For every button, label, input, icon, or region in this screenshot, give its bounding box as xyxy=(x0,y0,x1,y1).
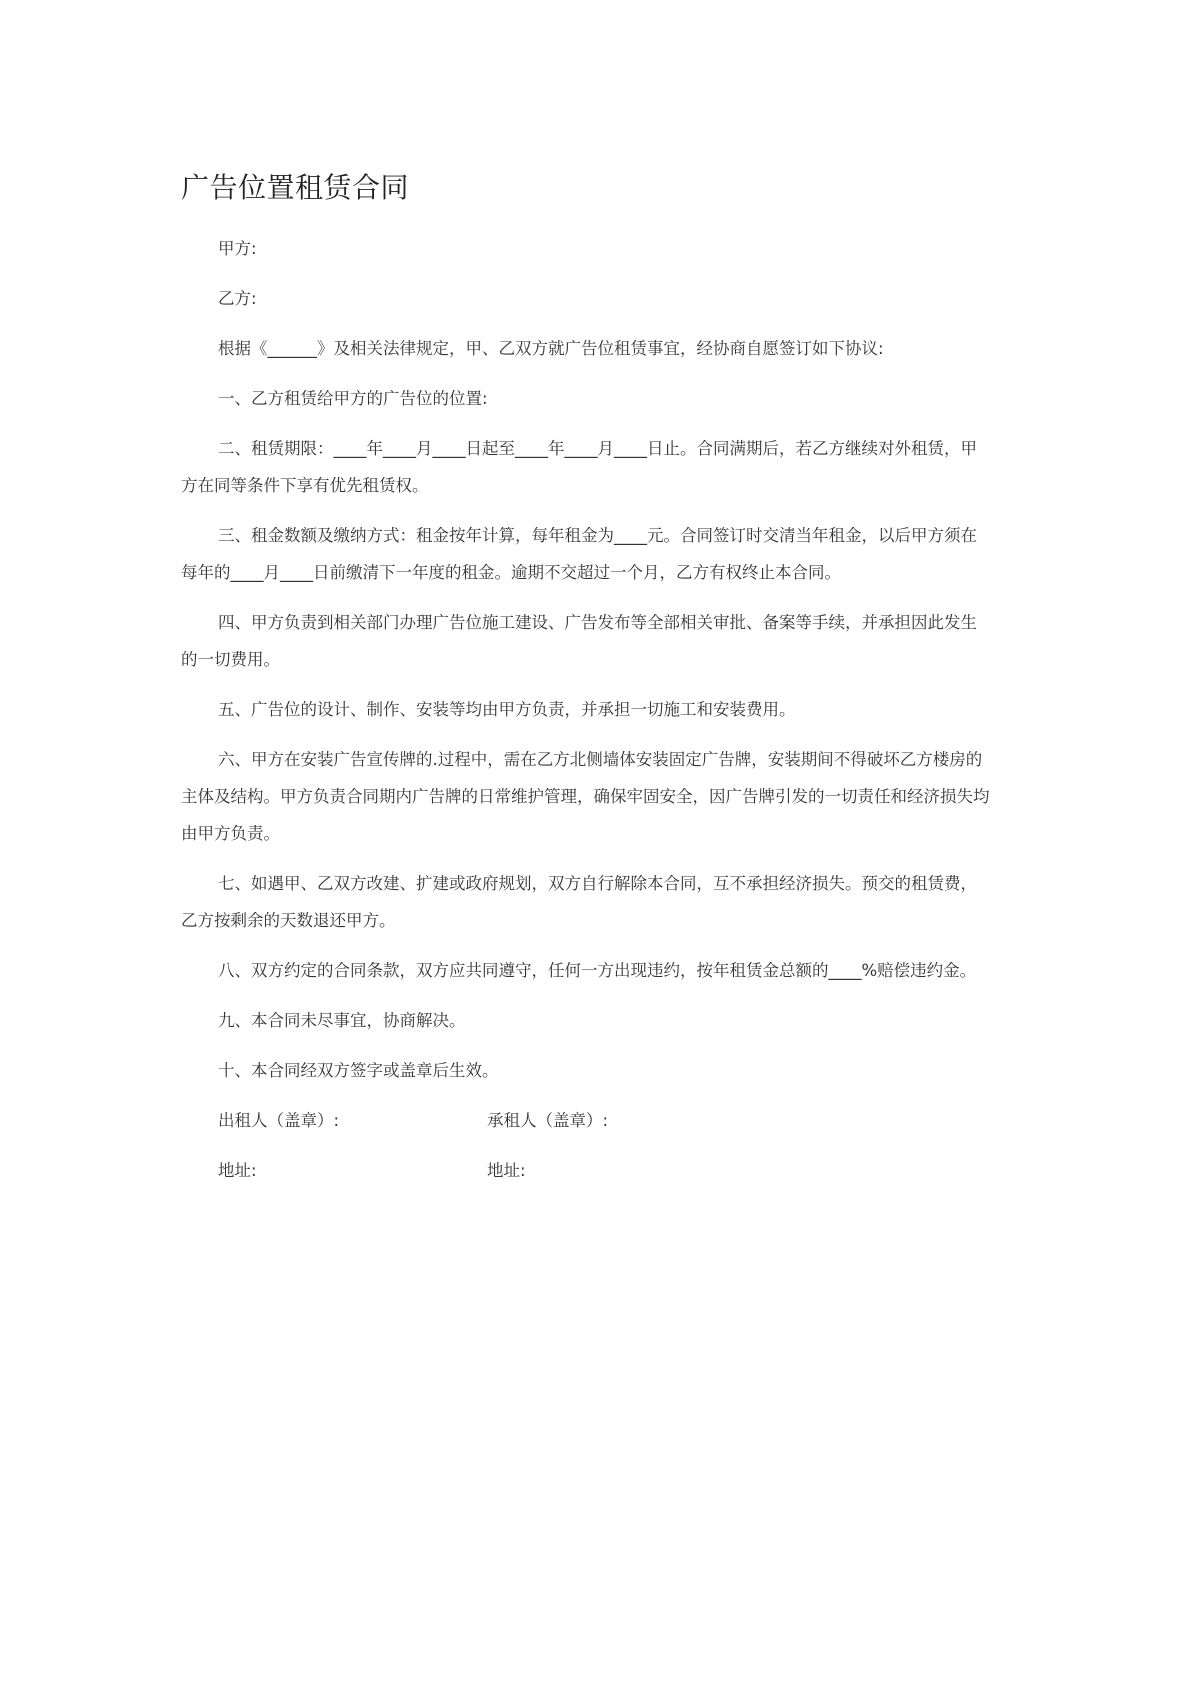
contract-document xyxy=(181,168,991,1202)
lessee-seal-label: 承租人（盖章）: xyxy=(487,1111,609,1130)
clause-1: 一、乙方租赁给甲方的广告位的位置: xyxy=(218,389,488,408)
clause-5: 五、广告位的设计、制作、安装等均由甲方负责，并承担一切施工和安装费用。 xyxy=(218,700,796,719)
clause-6: 六、甲方在安装广告宣传牌的.过程中，需在乙方北侧墙体安装固定广告牌，安装期间不得破坏乙方楼房的主体及结构。甲方负责合同期内广告牌的日常维护管理，确保牢固安全，因广告牌引发的一切责任和经济损失均由甲方负责。 xyxy=(181,750,990,843)
clause-4: 四、甲方负责到相关部门办理广告位施工建设、广告发布等全部相关审批、备案等手续，并承担因此发生的一切费用。 xyxy=(181,613,977,669)
lessee-address-label: 地址: xyxy=(487,1161,526,1180)
document-title: 广告位置租赁合同 xyxy=(181,171,410,204)
lessor-address-label: 地址: xyxy=(218,1161,257,1180)
lessor-seal-label: 出租人（盖章）: xyxy=(218,1111,340,1130)
clause-9: 九、本合同未尽事宜，协商解决。 xyxy=(218,1011,466,1030)
clause-3: 三、租金数额及缴纳方式：租金按年计算，每年租金为____元。合同签订时交清当年租金，以后甲方须在每年的____月____日前缴清下一年度的租金。逾期不交超过一个月，乙方有权终止本合同。 xyxy=(181,526,977,582)
clause-7: 七、如遇甲、乙双方改建、扩建或政府规划，双方自行解除本合同，互不承担经济损失。预交的租赁费，乙方按剩余的天数退还甲方。 xyxy=(181,874,977,930)
preamble-paragraph: 根据《______》及相关法律规定，甲、乙双方就广告位租赁事宜，经协商自愿签订如下协议: xyxy=(218,339,884,358)
address-row xyxy=(181,1152,991,1189)
party-b-line: 乙方: xyxy=(218,289,257,308)
party-a-line: 甲方: xyxy=(218,239,257,258)
signature-row xyxy=(181,1102,991,1139)
clause-2: 二、租赁期限：____年____月____日起至____年____月____日止。合同满期后，若乙方继续对外租赁，甲方在同等条件下享有优先租赁权。 xyxy=(181,439,977,495)
clause-8: 八、双方约定的合同条款，双方应共同遵守，任何一方出现违约，按年租赁金总额的____%赔偿违约金。 xyxy=(218,961,977,980)
clause-10: 十、本合同经双方签字或盖章后生效。 xyxy=(218,1061,499,1080)
